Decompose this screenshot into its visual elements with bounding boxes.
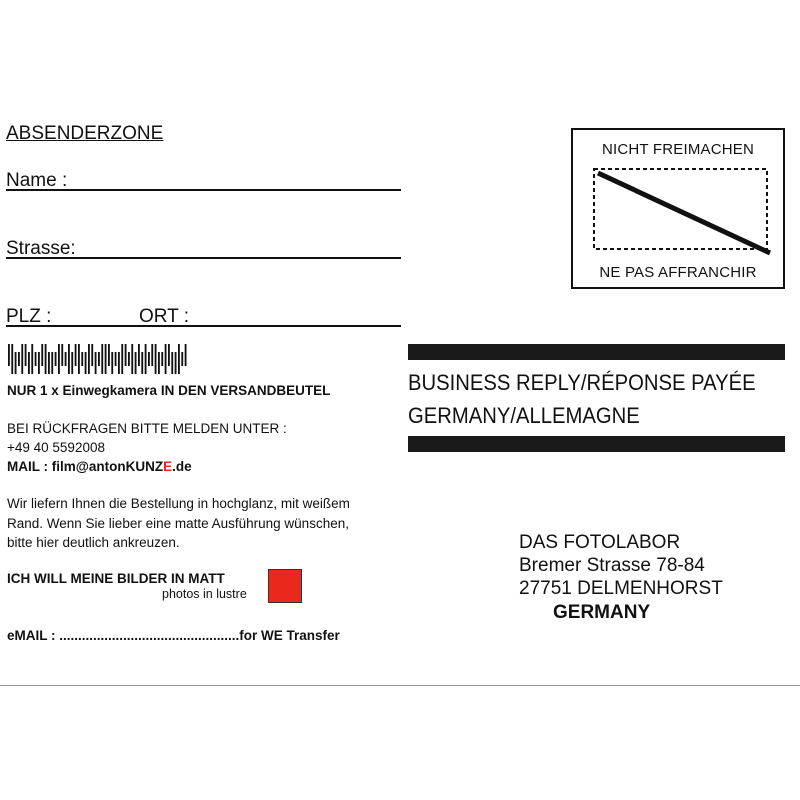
barcode-bar: [41, 344, 43, 366]
stamp-top-text: NICHT FREIMACHEN: [601, 141, 755, 158]
name-label: Name :: [6, 170, 68, 191]
barcode-bar: [115, 352, 117, 366]
barcode: [8, 344, 188, 374]
barcode-bar: [125, 344, 127, 366]
barcode-bar: [181, 352, 183, 366]
email-wetransfer-line: eMAIL : ................................................for WE Transfer: [7, 628, 340, 643]
barcode-bar: [168, 344, 170, 366]
barcode-bar: [161, 352, 163, 366]
barcode-bar: [105, 344, 107, 374]
street-label: Strasse:: [6, 238, 76, 259]
country-reply-line: GERMANY/ALLEMAGNE: [408, 403, 640, 428]
mail-red-letter: E: [163, 459, 173, 474]
reply-bottom-bar: [408, 436, 785, 452]
barcode-bar: [11, 344, 13, 374]
business-reply-line: BUSINESS REPLY/RÉPONSE PAYÉE: [408, 370, 756, 395]
paragraph-line-3: bitte hier deutlich ankreuzen.: [7, 535, 180, 550]
address-country: GERMANY: [553, 602, 651, 623]
contact-line: BEI RÜCKFRAGEN BITTE MELDEN UNTER :: [7, 421, 287, 436]
barcode-bar: [21, 344, 23, 374]
matt-checkbox[interactable]: [268, 569, 302, 603]
barcode-bar: [48, 352, 50, 374]
barcode-bar: [165, 344, 167, 374]
barcode-bar: [145, 344, 147, 374]
name-field-line[interactable]: [6, 189, 401, 191]
paragraph-line-2: Rand. Wenn Sie lieber eine matte Ausführung wünschen,: [7, 516, 349, 531]
ort-label: ORT :: [139, 306, 189, 327]
barcode-bar: [65, 352, 67, 366]
mail-line: [7, 459, 192, 474]
barcode-bar: [25, 344, 27, 366]
plz-ort-field-line[interactable]: [6, 325, 401, 327]
instruction-text: NUR 1 x Einwegkamera IN DEN VERSANDBEUTEL: [7, 383, 331, 398]
barcode-bar: [58, 344, 60, 374]
barcode-bar: [91, 344, 93, 366]
barcode-bar: [178, 344, 180, 374]
barcode-bar: [111, 352, 113, 374]
barcode-bar: [118, 352, 120, 374]
barcode-bar: [185, 344, 187, 366]
street-field-line[interactable]: [6, 257, 401, 259]
address-street: Bremer Strasse 78-84: [519, 555, 705, 576]
barcode-bar: [78, 344, 80, 374]
mail-user: film@antonKUNZ: [51, 459, 164, 474]
matt-option-subtext: photos in lustre: [162, 587, 247, 601]
barcode-bar: [131, 344, 133, 374]
barcode-bar: [18, 352, 20, 366]
plz-label: PLZ :: [6, 306, 52, 327]
barcode-bar: [175, 352, 177, 374]
barcode-bar: [75, 344, 77, 366]
barcode-bar: [151, 344, 153, 366]
barcode-bar: [128, 352, 130, 366]
barcode-bar: [28, 352, 30, 374]
barcode-bar: [158, 352, 160, 374]
barcode-bar: [45, 344, 47, 374]
barcode-bar: [71, 352, 73, 374]
barcode-bar: [148, 352, 150, 366]
barcode-bar: [108, 344, 110, 366]
stamp-strike-line: [598, 173, 770, 253]
barcode-bar: [85, 352, 87, 374]
barcode-bar: [95, 352, 97, 374]
barcode-bar: [121, 344, 123, 374]
barcode-bar: [88, 344, 90, 374]
barcode-bar: [81, 352, 83, 366]
barcode-bar: [31, 344, 33, 374]
barcode-bar: [171, 352, 173, 374]
barcode-bar: [51, 352, 53, 374]
barcode-bar: [141, 352, 143, 374]
stamp-bottom-text: NE PAS AFFRANCHIR: [599, 264, 757, 281]
barcode-bar: [68, 344, 70, 374]
barcode-bar: [135, 352, 137, 374]
mail-label: MAIL :: [7, 459, 52, 474]
barcode-bar: [61, 344, 63, 366]
barcode-bar: [101, 344, 103, 374]
matt-option-label: ICH WILL MEINE BILDER IN MATT: [7, 571, 225, 586]
reply-top-bar: [408, 344, 785, 360]
mail-domain: .de: [172, 459, 192, 474]
bottom-divider: [0, 685, 800, 686]
barcode-bar: [98, 352, 100, 366]
stamp-box: [571, 128, 785, 289]
paragraph-line-1: Wir liefern Ihnen die Bestellung in hochglanz, mit weißem: [7, 496, 350, 511]
barcode-bar: [55, 352, 57, 366]
barcode-bar: [155, 344, 157, 374]
phone-number: +49 40 5592008: [7, 440, 105, 455]
barcode-bar: [38, 352, 40, 374]
sender-zone-heading: ABSENDERZONE: [6, 123, 164, 144]
barcode-bar: [15, 352, 17, 374]
barcode-bar: [8, 344, 10, 366]
address-city: 27751 DELMENHORST: [519, 578, 723, 599]
address-company: DAS FOTOLABOR: [519, 532, 681, 553]
barcode-bar: [138, 344, 140, 366]
barcode-bar: [35, 352, 37, 366]
